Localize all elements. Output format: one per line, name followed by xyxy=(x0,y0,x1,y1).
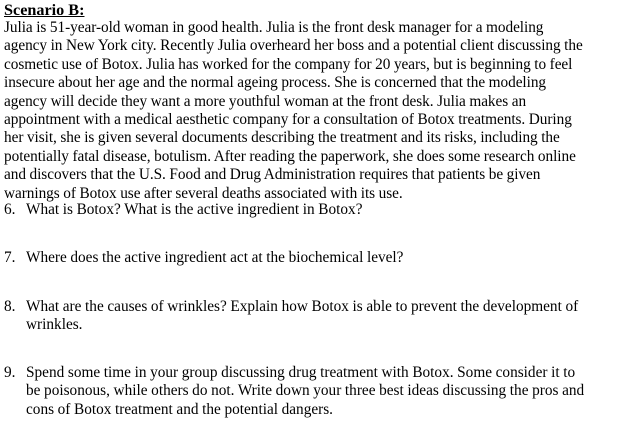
question-text: Spend some time in your group discussing drug treatment with Botox. Some consider it to xyxy=(26,364,576,381)
question-text: wrinkles. xyxy=(26,316,83,334)
scenario-line: potentially fatal disease, botulism. After reading the paperwork, she does some research online xyxy=(4,147,576,165)
document-page xyxy=(4,1,638,203)
question-text: What are the causes of wrinkles? Explain how Botox is able to prevent the development of xyxy=(26,298,579,315)
question-number: 9. xyxy=(4,364,16,381)
question-number: 7. xyxy=(4,249,16,266)
scenario-line: insecure about her age and the normal ageing process. She is concerned that the modeling xyxy=(4,74,547,92)
question-8 xyxy=(4,298,638,335)
question-6 xyxy=(4,201,638,219)
scenario-title: Scenario B: xyxy=(4,1,85,19)
question-number: 8. xyxy=(4,298,16,315)
question-9 xyxy=(4,364,638,419)
scenario-line: Julia is 51-year-old woman in good health. Julia is the front desk manager for a modeling xyxy=(4,19,544,36)
scenario-line: and discovers that the U.S. Food and Drug Administration requires that patients be given xyxy=(4,166,541,184)
question-7 xyxy=(4,249,638,267)
question-text: Where does the active ingredient act at the biochemical level? xyxy=(26,249,404,266)
scenario-line: her visit, she is given several documents describing the treatment and its risks, including the xyxy=(4,129,560,147)
question-text: What is Botox? What is the active ingredient in Botox? xyxy=(26,201,363,218)
scenario-line: agency will decide they want a more youthful woman at the front desk. Julia makes an xyxy=(4,92,527,110)
scenario-line: appointment with a medical aesthetic company for a consultation of Botox treatments. During xyxy=(4,111,572,129)
question-text: be poisonous, while others do not. Write down your three best ideas discussing the pros and xyxy=(26,382,585,400)
scenario-line: warnings of Botox use after several deaths associated with its use. xyxy=(4,184,403,202)
question-number: 6. xyxy=(4,201,16,218)
scenario-line: cosmetic use of Botox. Julia has worked for the company for 20 years, but is beginning to feel xyxy=(4,55,573,73)
scenario-line: agency in New York city. Recently Julia overheard her boss and a potential client discussing the xyxy=(4,37,583,55)
scenario-paragraph xyxy=(4,19,638,203)
question-text: cons of Botox treatment and the potential dangers. xyxy=(26,400,334,418)
